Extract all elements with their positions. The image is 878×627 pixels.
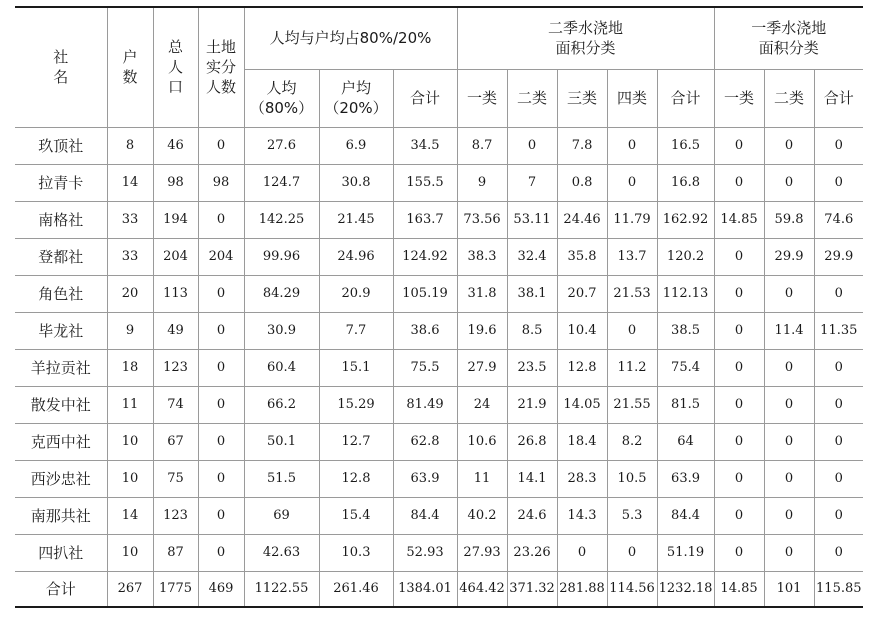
table-cell: 15.1 bbox=[319, 349, 393, 386]
table-cell: 0 bbox=[764, 497, 814, 534]
table-cell: 66.2 bbox=[244, 386, 319, 423]
table-cell: 21.55 bbox=[607, 386, 657, 423]
table-cell: 27.6 bbox=[244, 127, 319, 164]
table-cell: 12.7 bbox=[319, 423, 393, 460]
table-cell: 0 bbox=[814, 386, 863, 423]
header-group-second-season: 二季水浇地 面积分类 bbox=[457, 7, 714, 69]
table-cell: 84.29 bbox=[244, 275, 319, 312]
table-cell: 10.6 bbox=[457, 423, 507, 460]
table-cell: 62.8 bbox=[393, 423, 457, 460]
table-cell: 0 bbox=[814, 275, 863, 312]
table-cell: 1384.01 bbox=[393, 571, 457, 607]
table-cell: 69 bbox=[244, 497, 319, 534]
table-row bbox=[15, 127, 863, 164]
header-sum-per-capita: 合计 bbox=[393, 69, 457, 127]
table-cell: 42.63 bbox=[244, 534, 319, 571]
table-cell: 33 bbox=[107, 238, 153, 275]
table-cell: 11.79 bbox=[607, 201, 657, 238]
header-second-class2: 二类 bbox=[507, 69, 557, 127]
table-header bbox=[15, 7, 863, 127]
table-cell: 15.29 bbox=[319, 386, 393, 423]
header-per-household: 户均 （20%） bbox=[319, 69, 393, 127]
table-cell: 20.9 bbox=[319, 275, 393, 312]
table-cell: 9 bbox=[457, 164, 507, 201]
table-cell: 0 bbox=[198, 127, 244, 164]
table-cell: 123 bbox=[153, 497, 198, 534]
community-name-cell: 拉青卡 bbox=[15, 164, 107, 201]
table-cell: 87 bbox=[153, 534, 198, 571]
table-cell: 0 bbox=[814, 423, 863, 460]
table-cell: 59.8 bbox=[764, 201, 814, 238]
table-cell: 11.4 bbox=[764, 312, 814, 349]
table-cell: 75.4 bbox=[657, 349, 714, 386]
table-cell: 0 bbox=[198, 386, 244, 423]
table-cell: 27.93 bbox=[457, 534, 507, 571]
header-first-class1: 一类 bbox=[714, 69, 764, 127]
table-cell: 0 bbox=[714, 423, 764, 460]
table-cell: 33 bbox=[107, 201, 153, 238]
header-first-class2: 二类 bbox=[764, 69, 814, 127]
table-cell: 24.6 bbox=[507, 497, 557, 534]
table-cell: 38.6 bbox=[393, 312, 457, 349]
table-cell: 124.7 bbox=[244, 164, 319, 201]
table-cell: 163.7 bbox=[393, 201, 457, 238]
table-cell: 16.8 bbox=[657, 164, 714, 201]
table-cell: 0 bbox=[714, 127, 764, 164]
table-cell: 18.4 bbox=[557, 423, 607, 460]
table-cell: 124.92 bbox=[393, 238, 457, 275]
table-cell: 8.7 bbox=[457, 127, 507, 164]
table-cell: 38.5 bbox=[657, 312, 714, 349]
table-cell: 10.3 bbox=[319, 534, 393, 571]
table-cell: 34.5 bbox=[393, 127, 457, 164]
table-cell: 464.42 bbox=[457, 571, 507, 607]
table-cell: 267 bbox=[107, 571, 153, 607]
table-cell: 20.7 bbox=[557, 275, 607, 312]
table-cell: 194 bbox=[153, 201, 198, 238]
header-community-name: 社 名 bbox=[15, 7, 107, 127]
table-row bbox=[15, 534, 863, 571]
table-cell: 14.85 bbox=[714, 201, 764, 238]
table-cell: 0 bbox=[557, 534, 607, 571]
table-cell: 20 bbox=[107, 275, 153, 312]
community-name-cell: 克西中社 bbox=[15, 423, 107, 460]
table-cell: 204 bbox=[153, 238, 198, 275]
table-cell: 67 bbox=[153, 423, 198, 460]
header-second-sum: 合计 bbox=[657, 69, 714, 127]
table-cell: 371.32 bbox=[507, 571, 557, 607]
table-cell: 0 bbox=[814, 497, 863, 534]
table-cell: 60.4 bbox=[244, 349, 319, 386]
table-cell: 7 bbox=[507, 164, 557, 201]
table-cell: 40.2 bbox=[457, 497, 507, 534]
table-cell: 74 bbox=[153, 386, 198, 423]
table-cell: 113 bbox=[153, 275, 198, 312]
table-cell: 81.49 bbox=[393, 386, 457, 423]
table-cell: 52.93 bbox=[393, 534, 457, 571]
table-cell: 99.96 bbox=[244, 238, 319, 275]
table-cell: 14 bbox=[107, 164, 153, 201]
table-cell: 1232.18 bbox=[657, 571, 714, 607]
table-cell: 38.1 bbox=[507, 275, 557, 312]
table-cell: 73.56 bbox=[457, 201, 507, 238]
table-cell: 0 bbox=[714, 386, 764, 423]
table-cell: 469 bbox=[198, 571, 244, 607]
table-cell: 0 bbox=[607, 312, 657, 349]
table-cell: 13.7 bbox=[607, 238, 657, 275]
table-cell: 84.4 bbox=[657, 497, 714, 534]
table-cell: 0 bbox=[507, 127, 557, 164]
table-cell: 19.6 bbox=[457, 312, 507, 349]
table-row bbox=[15, 423, 863, 460]
header-second-class4: 四类 bbox=[607, 69, 657, 127]
community-name-cell: 角色社 bbox=[15, 275, 107, 312]
table-cell: 35.8 bbox=[557, 238, 607, 275]
table-cell: 38.3 bbox=[457, 238, 507, 275]
table-cell: 0 bbox=[198, 423, 244, 460]
table-cell: 49 bbox=[153, 312, 198, 349]
table-cell: 0 bbox=[764, 275, 814, 312]
table-cell: 12.8 bbox=[557, 349, 607, 386]
land-area-table bbox=[15, 6, 863, 608]
table-cell: 0 bbox=[198, 460, 244, 497]
table-cell: 84.4 bbox=[393, 497, 457, 534]
table-cell: 120.2 bbox=[657, 238, 714, 275]
header-land-population: 土地 实分 人数 bbox=[198, 7, 244, 127]
table-cell: 0 bbox=[607, 127, 657, 164]
table-cell: 12.8 bbox=[319, 460, 393, 497]
table-cell: 53.11 bbox=[507, 201, 557, 238]
table-total-row bbox=[15, 571, 863, 607]
table-cell: 16.5 bbox=[657, 127, 714, 164]
land-area-table-container bbox=[15, 6, 863, 608]
table-cell: 0.8 bbox=[557, 164, 607, 201]
table-cell: 0 bbox=[607, 164, 657, 201]
table-cell: 0 bbox=[764, 127, 814, 164]
table-cell: 21.45 bbox=[319, 201, 393, 238]
table-cell: 31.8 bbox=[457, 275, 507, 312]
header-households: 户 数 bbox=[107, 7, 153, 127]
table-cell: 11 bbox=[107, 386, 153, 423]
table-cell: 51.5 bbox=[244, 460, 319, 497]
table-cell: 11 bbox=[457, 460, 507, 497]
table-cell: 63.9 bbox=[657, 460, 714, 497]
table-cell: 123 bbox=[153, 349, 198, 386]
table-cell: 0 bbox=[814, 164, 863, 201]
table-row bbox=[15, 386, 863, 423]
table-cell: 0 bbox=[814, 349, 863, 386]
table-cell: 5.3 bbox=[607, 497, 657, 534]
table-cell: 112.13 bbox=[657, 275, 714, 312]
table-cell: 75.5 bbox=[393, 349, 457, 386]
table-cell: 0 bbox=[607, 534, 657, 571]
table-cell: 63.9 bbox=[393, 460, 457, 497]
table-cell: 28.3 bbox=[557, 460, 607, 497]
table-cell: 142.25 bbox=[244, 201, 319, 238]
table-cell: 101 bbox=[764, 571, 814, 607]
header-first-sum: 合计 bbox=[814, 69, 863, 127]
table-cell: 75 bbox=[153, 460, 198, 497]
table-cell: 0 bbox=[814, 127, 863, 164]
table-cell: 0 bbox=[764, 534, 814, 571]
table-cell: 105.19 bbox=[393, 275, 457, 312]
table-cell: 0 bbox=[764, 164, 814, 201]
table-cell: 30.8 bbox=[319, 164, 393, 201]
header-second-class3: 三类 bbox=[557, 69, 607, 127]
table-cell: 14.85 bbox=[714, 571, 764, 607]
header-second-class1: 一类 bbox=[457, 69, 507, 127]
table-cell: 0 bbox=[198, 201, 244, 238]
table-cell: 21.9 bbox=[507, 386, 557, 423]
table-row bbox=[15, 201, 863, 238]
table-cell: 14 bbox=[107, 497, 153, 534]
table-cell: 24 bbox=[457, 386, 507, 423]
table-cell: 8.2 bbox=[607, 423, 657, 460]
table-cell: 10 bbox=[107, 534, 153, 571]
community-name-cell: 四扒社 bbox=[15, 534, 107, 571]
table-row bbox=[15, 312, 863, 349]
table-cell: 18 bbox=[107, 349, 153, 386]
table-row bbox=[15, 238, 863, 275]
table-cell: 46 bbox=[153, 127, 198, 164]
table-row bbox=[15, 164, 863, 201]
table-cell: 0 bbox=[714, 312, 764, 349]
table-cell: 27.9 bbox=[457, 349, 507, 386]
table-cell: 0 bbox=[714, 275, 764, 312]
header-population: 总 人 口 bbox=[153, 7, 198, 127]
table-cell: 50.1 bbox=[244, 423, 319, 460]
table-cell: 74.6 bbox=[814, 201, 863, 238]
table-cell: 14.05 bbox=[557, 386, 607, 423]
table-cell: 0 bbox=[714, 164, 764, 201]
table-row bbox=[15, 460, 863, 497]
community-name-cell: 合计 bbox=[15, 571, 107, 607]
table-cell: 51.19 bbox=[657, 534, 714, 571]
table-cell: 98 bbox=[198, 164, 244, 201]
table-cell: 261.46 bbox=[319, 571, 393, 607]
community-name-cell: 西沙忠社 bbox=[15, 460, 107, 497]
table-cell: 0 bbox=[714, 460, 764, 497]
table-cell: 14.1 bbox=[507, 460, 557, 497]
table-cell: 0 bbox=[764, 460, 814, 497]
table-cell: 8 bbox=[107, 127, 153, 164]
table-cell: 11.35 bbox=[814, 312, 863, 349]
table-cell: 24.96 bbox=[319, 238, 393, 275]
community-name-cell: 羊拉贡社 bbox=[15, 349, 107, 386]
community-name-cell: 毕龙社 bbox=[15, 312, 107, 349]
table-cell: 98 bbox=[153, 164, 198, 201]
table-cell: 0 bbox=[764, 349, 814, 386]
table-cell: 0 bbox=[198, 312, 244, 349]
table-cell: 10.5 bbox=[607, 460, 657, 497]
table-cell: 15.4 bbox=[319, 497, 393, 534]
community-name-cell: 南那共社 bbox=[15, 497, 107, 534]
community-name-cell: 南格社 bbox=[15, 201, 107, 238]
table-cell: 0 bbox=[198, 349, 244, 386]
table-cell: 155.5 bbox=[393, 164, 457, 201]
table-row bbox=[15, 275, 863, 312]
table-cell: 281.88 bbox=[557, 571, 607, 607]
table-cell: 0 bbox=[198, 497, 244, 534]
table-cell: 11.2 bbox=[607, 349, 657, 386]
table-cell: 9 bbox=[107, 312, 153, 349]
table-cell: 26.8 bbox=[507, 423, 557, 460]
community-name-cell: 散发中社 bbox=[15, 386, 107, 423]
table-cell: 10.4 bbox=[557, 312, 607, 349]
table-cell: 29.9 bbox=[764, 238, 814, 275]
header-group-first-season: 一季水浇地 面积分类 bbox=[714, 7, 863, 69]
table-cell: 0 bbox=[198, 534, 244, 571]
table-cell: 0 bbox=[714, 238, 764, 275]
table-cell: 115.85 bbox=[814, 571, 863, 607]
table-cell: 7.8 bbox=[557, 127, 607, 164]
table-body bbox=[15, 127, 863, 607]
community-name-cell: 玖顶社 bbox=[15, 127, 107, 164]
header-row-1 bbox=[15, 7, 863, 69]
table-cell: 10 bbox=[107, 460, 153, 497]
table-cell: 0 bbox=[714, 534, 764, 571]
table-cell: 14.3 bbox=[557, 497, 607, 534]
table-cell: 32.4 bbox=[507, 238, 557, 275]
table-cell: 0 bbox=[714, 497, 764, 534]
table-cell: 1775 bbox=[153, 571, 198, 607]
table-cell: 10 bbox=[107, 423, 153, 460]
table-cell: 64 bbox=[657, 423, 714, 460]
table-cell: 6.9 bbox=[319, 127, 393, 164]
header-group-per-capita: 人均与户均占80%/20% bbox=[244, 7, 457, 69]
table-cell: 8.5 bbox=[507, 312, 557, 349]
table-cell: 30.9 bbox=[244, 312, 319, 349]
table-cell: 114.56 bbox=[607, 571, 657, 607]
table-cell: 21.53 bbox=[607, 275, 657, 312]
community-name-cell: 登都社 bbox=[15, 238, 107, 275]
table-cell: 0 bbox=[764, 386, 814, 423]
table-cell: 23.5 bbox=[507, 349, 557, 386]
table-row bbox=[15, 497, 863, 534]
table-row bbox=[15, 349, 863, 386]
table-cell: 29.9 bbox=[814, 238, 863, 275]
header-per-capita: 人均 （80%） bbox=[244, 69, 319, 127]
table-cell: 1122.55 bbox=[244, 571, 319, 607]
table-cell: 162.92 bbox=[657, 201, 714, 238]
table-cell: 204 bbox=[198, 238, 244, 275]
table-cell: 7.7 bbox=[319, 312, 393, 349]
table-cell: 0 bbox=[814, 460, 863, 497]
table-cell: 0 bbox=[198, 275, 244, 312]
table-cell: 24.46 bbox=[557, 201, 607, 238]
table-cell: 81.5 bbox=[657, 386, 714, 423]
table-cell: 23.26 bbox=[507, 534, 557, 571]
table-cell: 0 bbox=[764, 423, 814, 460]
table-cell: 0 bbox=[814, 534, 863, 571]
table-cell: 0 bbox=[714, 349, 764, 386]
